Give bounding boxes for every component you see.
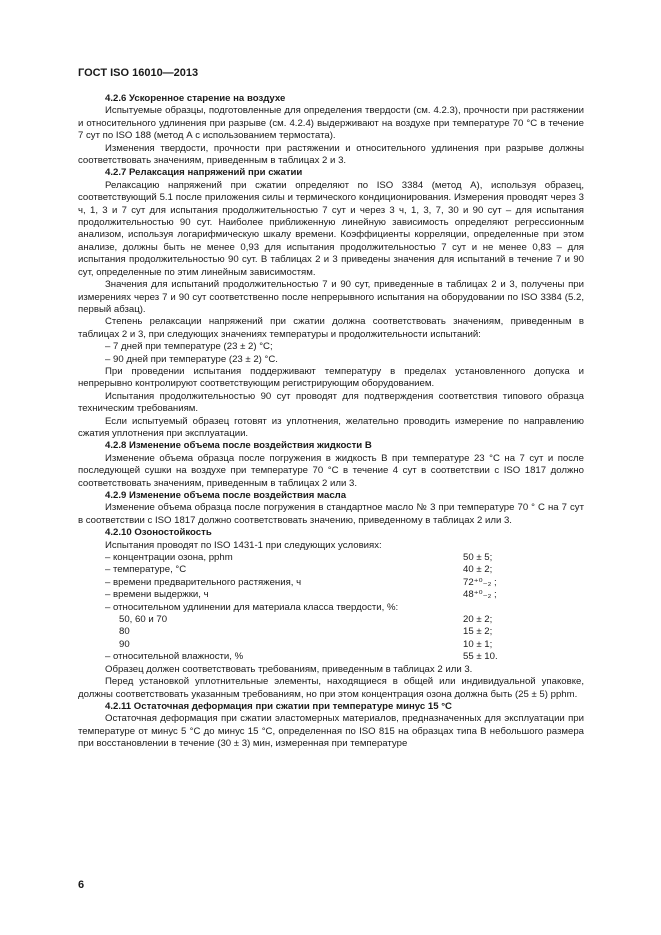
document-body xyxy=(78,93,584,751)
list-item: – 7 дней при температуре (23 ± 2) °С; xyxy=(105,341,273,353)
condition-value: 50 ± 5; xyxy=(463,552,493,564)
condition-label: – времени выдержки, ч xyxy=(105,589,209,601)
condition-row xyxy=(78,626,584,638)
section-title-4-2-11: 4.2.11 Остаточная деформация при сжатии при температуре минус 15 °С xyxy=(105,700,452,712)
condition-label: – концентрации озона, pphm xyxy=(105,552,233,564)
condition-row xyxy=(78,577,584,589)
condition-row xyxy=(78,589,584,601)
condition-value: 48⁺⁰₋₂ ; xyxy=(463,589,497,601)
ozone-conditions-list xyxy=(78,552,584,664)
condition-label: – времени предварительного растяжения, ч xyxy=(105,576,302,588)
paragraph: Остаточная деформация при сжатии эластомерных материалов, предназначенных для эксплуатации при температуре от минус 5 °С до минус 15 °С, определенная по ISO 815 на образцах типа В небольшого размера при восстановлении в течение (30 ± 3) мин, измеренная при температуре xyxy=(78,713,584,750)
document-header: ГОСТ ISO 16010—2013 xyxy=(78,67,199,79)
condition-row xyxy=(78,552,584,564)
condition-value: 40 ± 2; xyxy=(463,564,493,576)
paragraph: Испытания проводят по ISO 1431-1 при следующих условиях: xyxy=(105,539,382,551)
condition-row xyxy=(78,639,584,651)
condition-label: 50, 60 и 70 xyxy=(119,614,168,626)
paragraph: Если испытуемый образец готовят из уплотнения, желательно проводить измерение по направлению сжатия уплотнения при эксплуатации. xyxy=(78,415,584,439)
paragraph: Значения для испытаний продолжительностью 7 и 90 сут, приведенные в таблицах 2 и 3, получены при измерениях через 7 и 90 сут соответственно после непрерывного испытания на оборудовании по ISO 3384 (5.2, первый абзац). xyxy=(78,279,584,315)
paragraph: Изменение объема образца после погружения в жидкость В при температуре 23 °С на 7 сут и после последующей сушки на воздухе при температуре 70 °С в течение 4 сут в соответствии с ISO 1817 должно соответствовать значениям, приведенным в таблицах 2 или 3. xyxy=(78,452,584,489)
section-title-4-2-8: 4.2.8 Изменение объема после воздействия жидкости В xyxy=(105,440,372,452)
section-title-4-2-10: 4.2.10 Озоностойкость xyxy=(105,527,212,539)
paragraph: Испытуемые образцы, подготовленные для определения твердости (см. 4.2.3), прочности при растяжении и относительного удлинения при разрыве (см. 4.2.4) выдерживают на воздухе при температуре 70 °С в течение 7 сут по ISO 188 (метод А с использованием термостата). xyxy=(78,105,584,142)
condition-row xyxy=(78,602,584,614)
paragraph: Перед установкой уплотнительные элементы, находящиеся в общей или индивидуальной упаковке, должны соответствовать указанным требованиям, но при этом концентрация озона должна быть (25 ± 5) pphm. xyxy=(78,676,584,700)
section-title-4-2-7: 4.2.7 Релаксация напряжений при сжатии xyxy=(105,167,303,179)
list-item: – 90 дней при температуре (23 ± 2) °С. xyxy=(105,353,278,365)
condition-label: 90 xyxy=(119,638,130,650)
paragraph: Релаксацию напряжений при сжатии определяют по ISO 3384 (метод А), используя образец, соответствующий 5.1 после приложения силы и термического кондиционирования. Измерения проводят через 3 ч, 1, 3 и 7 сут для испытания продолжительностью 7 сут и через 3 ч, 1, 3, 7, 30 и 90 сут – для испытания продолжительностью 90 сут. Наиболее приближенную линейную зависимость определяют регрессионным анализом, используя логарифмическую шкалу времени. Коэффициенты корреляции, определенные при этом анализе, должны быть не менее 0,93 для испытания продолжительностью 7 сут и не менее 0,83 – для испытания продолжительностью 90 сут. В таблицах 2 и 3 приведены значения для испытаний в течение 7 и 90 сут, определенные по этим линейным зависимостям. xyxy=(78,179,584,278)
condition-row xyxy=(78,564,584,576)
condition-value: 72⁺⁰₋₂ ; xyxy=(463,576,497,588)
paragraph: Образец должен соответствовать требованиям, приведенным в таблицах 2 или 3. xyxy=(105,663,473,675)
section-title-4-2-6: 4.2.6 Ускоренное старение на воздухе xyxy=(105,93,286,104)
condition-row xyxy=(78,651,584,663)
condition-label: – температуре, °С xyxy=(105,564,187,576)
condition-value: 15 ± 2; xyxy=(463,626,493,638)
condition-value: 20 ± 2; xyxy=(463,614,493,626)
condition-value: 10 ± 1; xyxy=(463,638,493,650)
paragraph: Изменения твердости, прочности при растяжении и относительного удлинения при разрыве должны соответствовать значениям, приведенным в таблицах 2 и 3. xyxy=(78,142,584,167)
condition-label: – относительном удлинении для материала класса твердости, %: xyxy=(105,601,399,613)
condition-label: – относительной влажности, % xyxy=(105,651,244,663)
paragraph: Испытания продолжительностью 90 сут проводят для подтверждения соответствия типового образца техническим требованиям. xyxy=(78,390,584,415)
paragraph: Степень релаксации напряжений при сжатии должна соответствовать значениям, приведенным в таблицах 2 и 3, при следующих значениях температуры и продолжительности испытаний: xyxy=(78,316,584,340)
condition-value: 55 ± 10. xyxy=(463,651,498,663)
condition-label: 80 xyxy=(119,626,130,638)
page-number: 6 xyxy=(78,879,85,891)
section-title-4-2-9: 4.2.9 Изменение объема после воздействия масла xyxy=(105,490,347,501)
paragraph: Изменение объема образца после погружения в стандартное масло № 3 при температуре 70 ° С на 7 сут в соответствии с ISO 1817 должно соответствовать значению, приведенному в таблицах 2 или 3. xyxy=(78,502,584,526)
condition-row xyxy=(78,614,584,626)
paragraph: При проведении испытания поддерживают температуру в пределах установленного допуска и непрерывно контролируют соответствующим регистрирующим оборудованием. xyxy=(78,365,584,390)
